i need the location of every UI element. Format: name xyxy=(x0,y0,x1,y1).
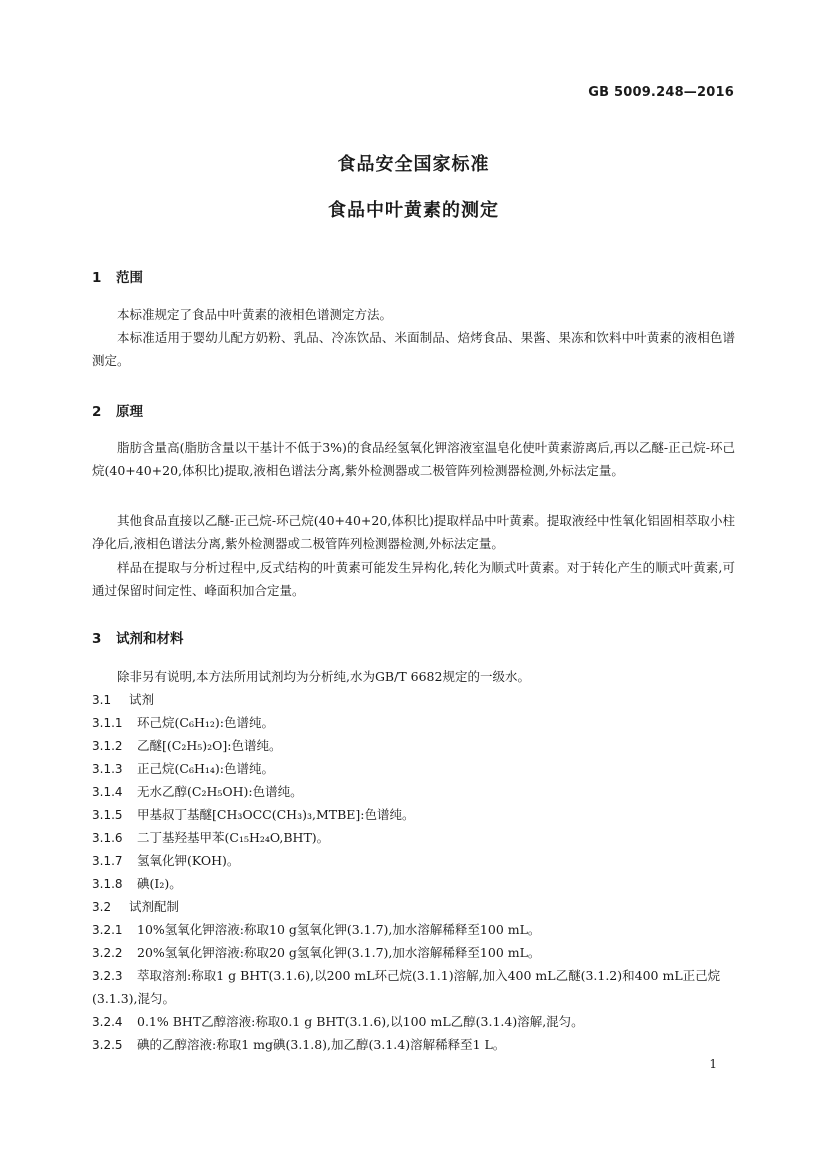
paragraph: 本标准规定了食品中叶黄素的液相色谱测定方法。 xyxy=(117,307,393,322)
section-number: 2 xyxy=(92,404,102,420)
item-number: 3.1.3 xyxy=(92,762,123,776)
item-text: 环己烷(C₆H₁₂):色谱纯。 xyxy=(137,715,274,730)
section-heading-reagents xyxy=(92,627,184,647)
list-item xyxy=(92,873,182,896)
section-heading-scope xyxy=(92,266,143,286)
list-item xyxy=(92,942,540,965)
section-number: 1 xyxy=(92,270,102,286)
item-text: 乙醚[(C₂H₅)₂O]:色谱纯。 xyxy=(137,738,282,753)
item-number: 3.2.2 xyxy=(92,946,123,960)
paragraph: 其他食品直接以乙醚-正己烷-环己烷(40+40+20,体积比)提取样品中叶黄素。提取液经中性氧化铝固相萃取小柱净化后,液相色谱法分离,紫外检测器或二极管阵列检测器检测,外标法定量。 xyxy=(92,513,735,551)
item-number: 3.1.6 xyxy=(92,831,123,845)
paragraph: 样品在提取与分析过程中,反式结构的叶黄素可能发生异构化,转化为顺式叶黄素。对于转化产生的顺式叶黄素,可通过保留时间定性、峰面积加合定量。 xyxy=(92,560,735,598)
item-number: 3.1.8 xyxy=(92,877,123,891)
subsection-heading xyxy=(92,896,179,919)
item-text: 二丁基羟基甲苯(C₁₅H₂₄O,BHT)。 xyxy=(137,830,330,845)
document-subtitle: 食品中叶黄素的测定 xyxy=(328,200,499,221)
section-number: 3 xyxy=(92,631,102,647)
item-text: 萃取溶剂:称取1 g BHT(3.1.6),以200 mL环己烷(3.1.1)溶解,加入400 mL乙醚(3.1.2)和400 mL正己烷(3.1.3),混匀。 xyxy=(92,968,721,1006)
list-item xyxy=(92,965,735,1010)
list-item xyxy=(92,804,414,827)
subsection-label: 试剂 xyxy=(129,692,155,707)
item-text: 碘(I₂)。 xyxy=(137,876,182,891)
list-item xyxy=(92,781,303,804)
list-item xyxy=(92,1011,584,1034)
list-item xyxy=(92,758,274,781)
item-number: 3.1.5 xyxy=(92,808,123,822)
item-number: 3.2.5 xyxy=(92,1038,123,1052)
document-title: 食品安全国家标准 xyxy=(337,154,490,175)
list-item xyxy=(92,827,329,850)
list-item xyxy=(92,1034,505,1057)
item-number: 3.1.1 xyxy=(92,716,123,730)
item-number: 3.2.1 xyxy=(92,923,123,937)
subsection-label: 试剂配制 xyxy=(129,899,180,914)
list-item xyxy=(92,850,239,873)
subsection-number: 3.1 xyxy=(92,693,112,707)
paragraph: 除非另有说明,本方法所用试剂均为分析纯,水为GB/T 6682规定的一级水。 xyxy=(117,669,530,684)
item-text: 20%氢氧化钾溶液:称取20 g氢氧化钾(3.1.7),加水溶解稀释至100 mL。 xyxy=(137,945,541,960)
item-text: 0.1% BHT乙醇溶液:称取0.1 g BHT(3.1.6),以100 mL乙醇(3.1.4)溶解,混匀。 xyxy=(137,1014,584,1029)
item-text: 氢氧化钾(KOH)。 xyxy=(137,853,240,868)
item-number: 3.1.7 xyxy=(92,854,123,868)
item-number: 3.2.3 xyxy=(92,969,123,983)
paragraph: 本标准适用于婴幼儿配方奶粉、乳品、冷冻饮品、米面制品、焙烤食品、果酱、果冻和饮料中叶黄素的液相色谱测定。 xyxy=(92,330,735,368)
section-title: 原理 xyxy=(116,404,143,420)
paragraph: 脂肪含量高(脂肪含量以干基计不低于3%)的食品经氢氧化钾溶液室温皂化使叶黄素游离后,再以乙醚-正己烷-环己烷(40+40+20,体积比)提取,液相色谱法分离,紫外检测器或二极管阵列检测器检测,外标法定量。 xyxy=(92,440,735,478)
subsection-heading xyxy=(92,689,154,712)
page-number: 1 xyxy=(709,1057,717,1071)
list-item xyxy=(92,735,281,758)
item-number: 3.1.4 xyxy=(92,785,123,799)
subsection-number: 3.2 xyxy=(92,900,112,914)
section-heading-principle xyxy=(92,400,143,420)
standard-number: GB 5009.248—2016 xyxy=(588,85,734,100)
item-number: 3.1.2 xyxy=(92,739,123,753)
item-text: 正己烷(C₆H₁₄):色谱纯。 xyxy=(137,761,274,776)
item-text: 甲基叔丁基醚[CH₃OCC(CH₃)₃,MTBE]:色谱纯。 xyxy=(137,807,415,822)
list-item xyxy=(92,919,540,942)
list-item xyxy=(92,712,274,735)
item-text: 10%氢氧化钾溶液:称取10 g氢氧化钾(3.1.7),加水溶解稀释至100 mL。 xyxy=(137,922,541,937)
item-text: 碘的乙醇溶液:称取1 mg碘(3.1.8),加乙醇(3.1.4)溶解稀释至1 L。 xyxy=(137,1037,506,1052)
item-number: 3.2.4 xyxy=(92,1015,123,1029)
section-title: 试剂和材料 xyxy=(116,631,184,647)
section-title: 范围 xyxy=(116,270,143,286)
item-text: 无水乙醇(C₂H₅OH):色谱纯。 xyxy=(137,784,303,799)
